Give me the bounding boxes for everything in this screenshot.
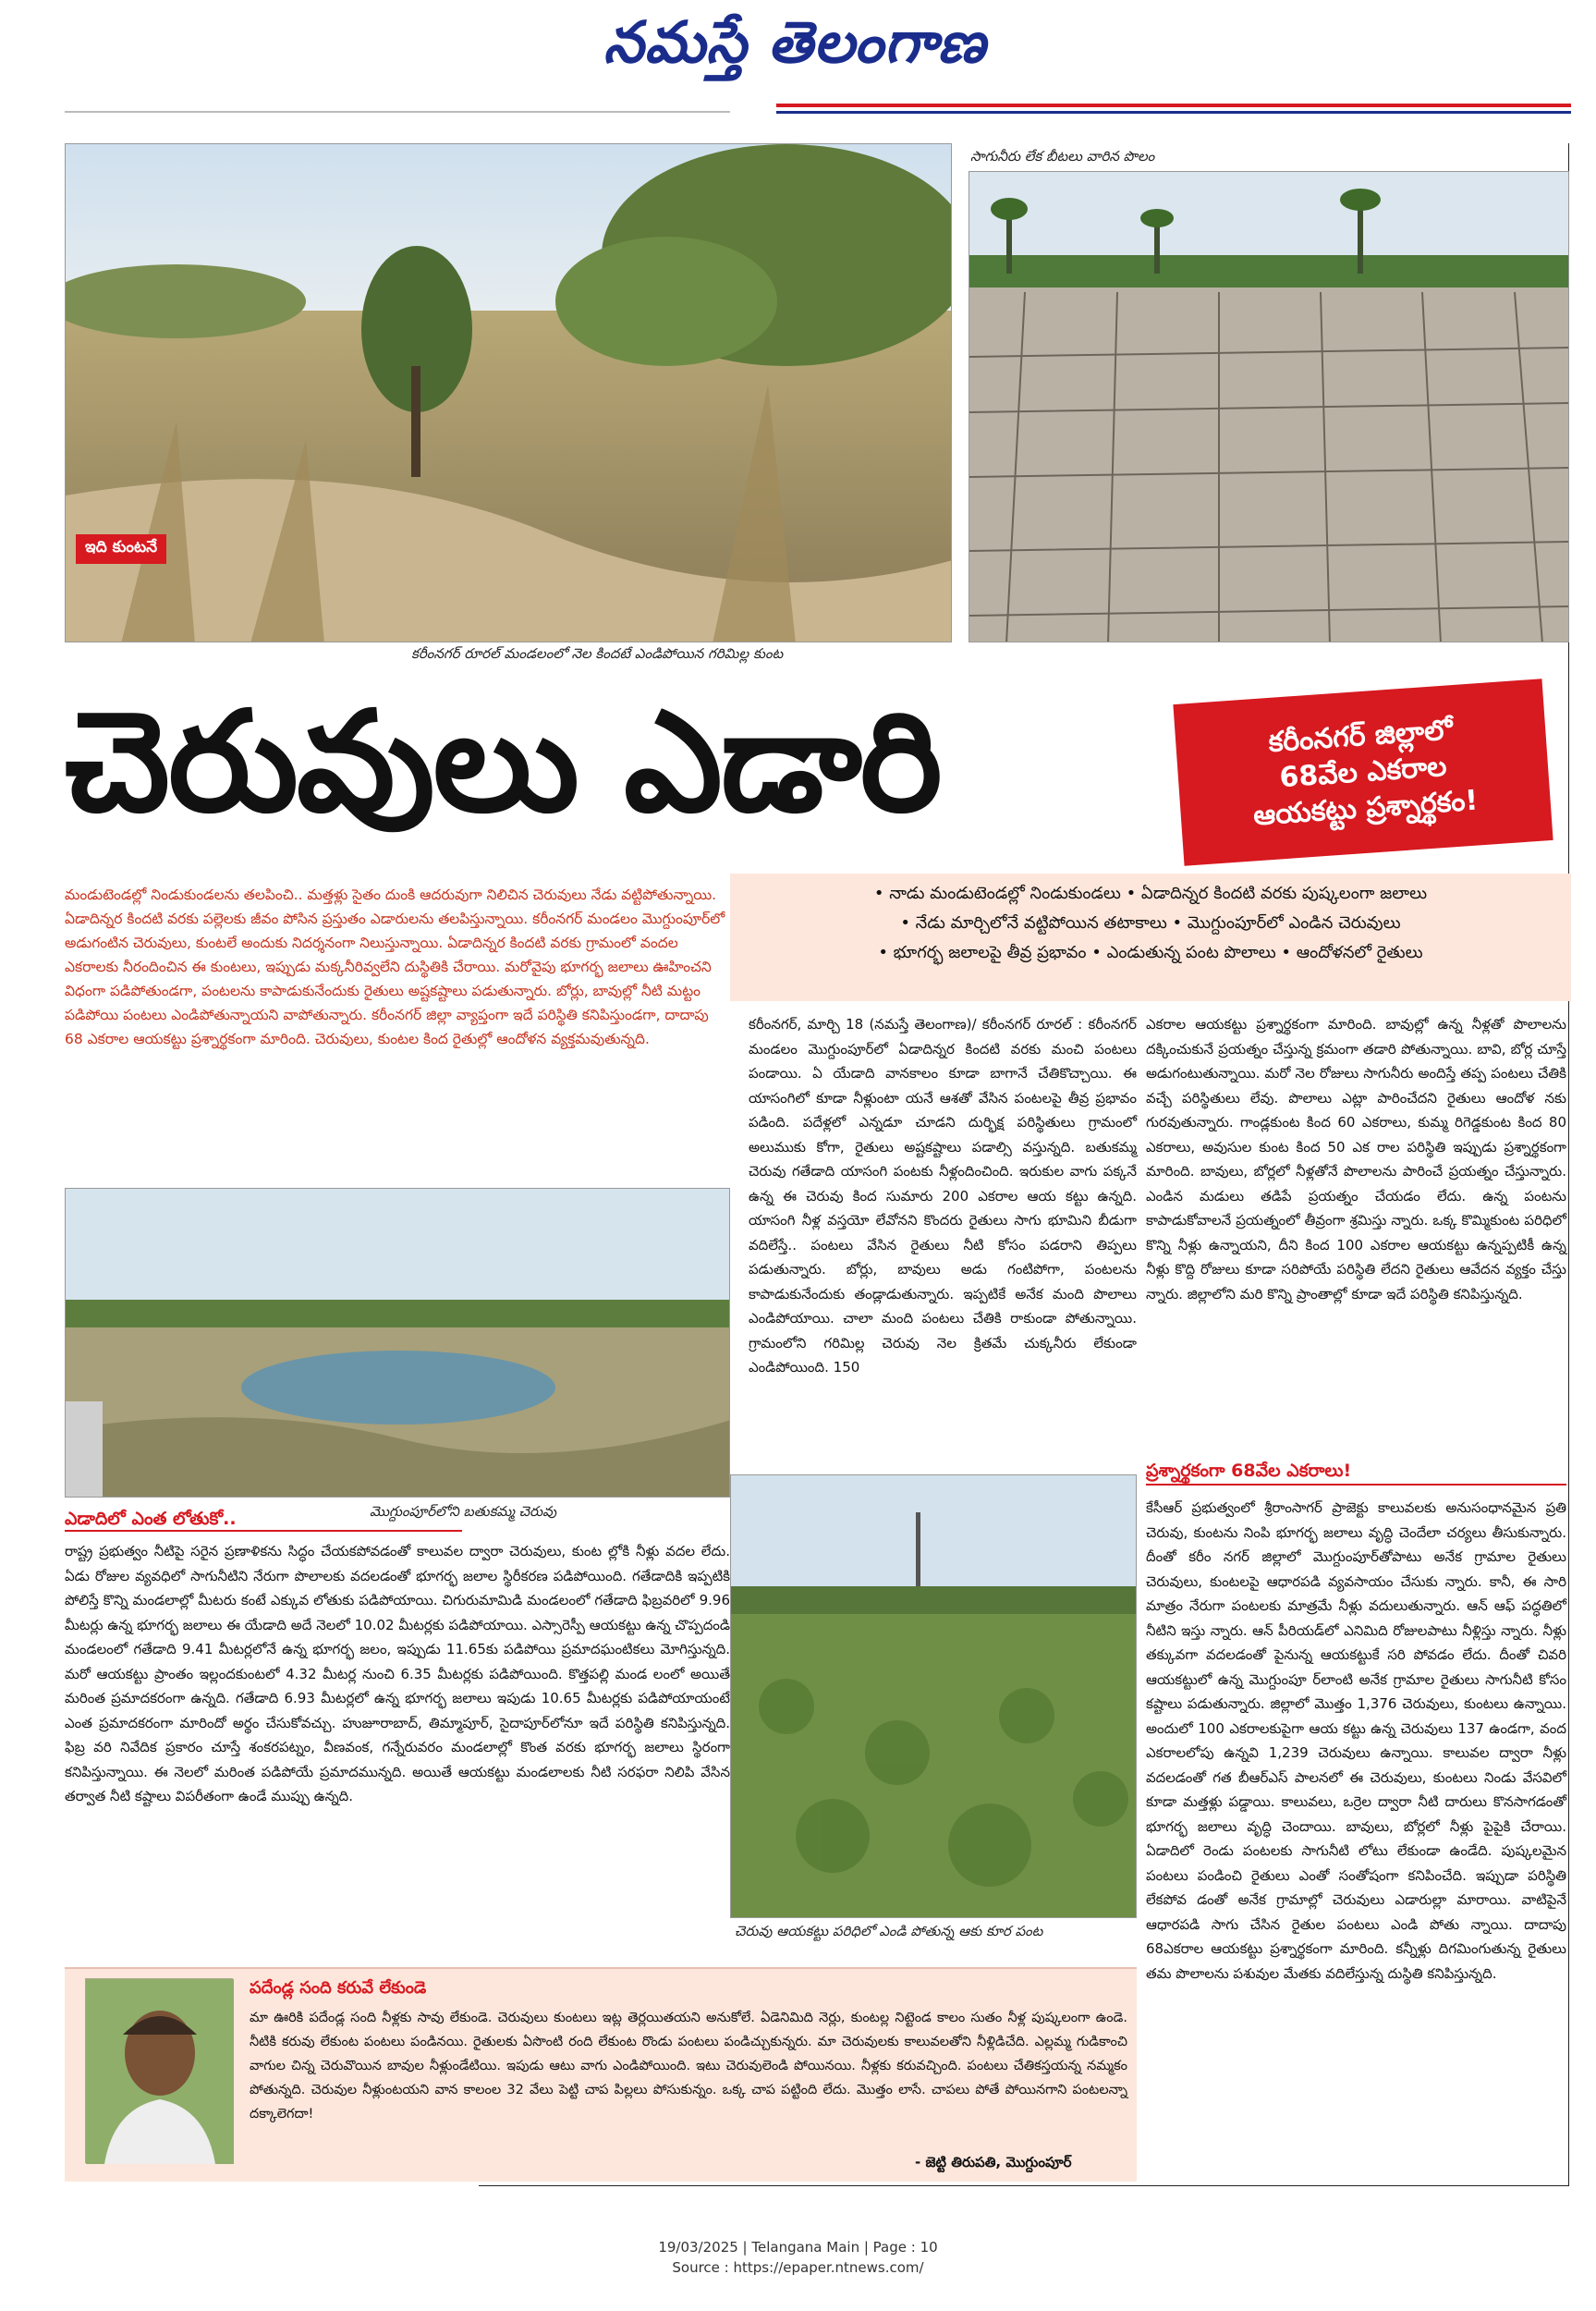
intro-paragraph — [65, 883, 730, 1051]
section-right-title: ప్రశ్నార్థకంగా 68వేల ఎకరాలు! — [1146, 1461, 1352, 1481]
section-left-body — [65, 1539, 730, 1809]
opinion-title: పదేండ్ల సంది కరువే లేకుండె — [250, 1978, 427, 1998]
photo-caption-cracked-field: సాగునీరు లేక బీటలు వారిన పొలం — [970, 148, 1155, 165]
top-rule-gray — [65, 111, 730, 113]
opinion-body — [250, 2006, 1127, 2126]
column-b — [1146, 1012, 1566, 1306]
callout-line-1: కరీంనగర్ జిల్లాలో — [1267, 714, 1455, 760]
highlight-line-2: • నేడు మార్చిలోనే వట్టిపోయిన తటాకాలు • మొగ్దుంపూర్‌లో ఎండిన చెరువులు — [900, 913, 1401, 933]
farmer-portrait — [85, 1978, 233, 2163]
intro-text: మండుటెండల్లో నిండుకుండలను తలపించి.. మత్తళ్లు సైతం దుంకి ఆదరువుగా నిలిచిన చెరువులు నేడు వట్టిపోతున్నాయి. ఏడాదిన్నర కిందటి వరకు పల్లెలకు జీవం పోసిన ప్రస్తుతం ఎడారులను తలపిస్తున్నాయి. కరీంనగర్ మండలం మొగ్దుంపూర్‌లో అడుగంటిన చెరువులు, కుంటలే అందుకు నిదర్శనంగా నిలుస్తున్నాయి. ఏడాదిన్నర కిందటి వరకు గ్రామంలో వందల ఎకరాలకు నీరందించిన ఈ కుంటలు, ఇప్పుడు మక్కనీరివ్వలేని దుస్థితికి చేరాయి. మరోవైపు భూగర్భ జలాలు ఊహించని విధంగా పడిపోతుండగా, పంటలను కాపాడుకునేందుకు రైతులు అష్టకష్టాలు పడుతున్నారు. బోర్లు, బావుల్లో నీటి మట్టం పడిపోయి పంటలు ఎండిపోతున్నాయని వాపోతున్నారు. కరీంనగర్ జిల్లా వ్యాప్తంగా ఇదే పరిస్థితి కనిపిస్తుండగా, దాదాపు 68 ఎకరాల ఆయకట్టు ప్రశ్నార్థకంగా మారింది. చెరువులు, కుంటల కింద రైతుల్లో ఆందోళన వ్యక్తమవుతున్నది. — [65, 886, 725, 1047]
footer-line-2: Source : https://epaper.ntnews.com/ — [672, 2259, 924, 2276]
section-right-text: కేసీఆర్ ప్రభుత్వంలో శ్రీరాంసాగర్ ప్రాజెక్టు కాలువలకు అనుసంధానమైన ప్రతి చెరువు, కుంటను నింపి భూగర్భ జలాలు వృద్ధి చెందేలా చర్యలు తీసుకున్నారు. దీంతో కరీం నగర్ జిల్లాలో మొగ్దుంపూర్‌తోపాటు అనేక గ్రామాల రైతులు చెరువులు, కుంటలపై ఆధారపడి వ్యవసాయం చేసుకు న్నారు. కానీ, ఈ సారి మాత్రం నేరుగా పంటలకు మాత్రమే నీళ్లు వదులుతున్నారు. ఆన్ ఆఫ్ పద్ధతిలో నీటిని ఇస్తు న్నారు. ఆన్ పీరియడ్‌లో ఎనిమిది రోజులపాటు నీళ్లిస్తు న్నారు. నీళ్లు తక్కువగా వదలడంతో పైనున్న ఆయకట్టుకే సరి పోవడం లేదు. దీంతో చివరి ఆయకట్టులో ఉన్న మొగ్దుంపూ ర్‌లాంటి అనేక గ్రామాల రైతులు సాగునీటి కోసం కష్టాలు పడుతున్నారు. జిల్లాలో మొత్తం 1,376 చెరువులు, కుంటలు ఉన్నాయి. అందులో 100 ఎకరాలకుపైగా ఆయ కట్టు ఉన్న చెరువులు 137 ఉండగా, వంద ఎకరాలలోపు ఉన్నవి 1,239 చెరువులు ఉన్నాయి. కాలువల ద్వారా నీళ్లు వదలడంతో గత బీఆర్ఎస్ పాలనలో ఈ చెరువులు, కుంటలు నిండు వేసవిలో కూడా మత్తళ్లు పడ్డాయి. కాలువలు, ఒర్రెల ద్వారా నీటి దారులు కొనసాగడంతో భూగర్భ జలాలు వృద్ధి చెందాయి. బావులు, బోర్లలో నీళ్లు పైపైకి చేరాయి. ఏడాదిలో రెండు పంటలకు సాగునీటి లోటు లేకుండా ఉండేది. పుష్కలమైన పంటలు పండించి రైతులు ఎంతో సంతోషంగా కనిపించేది. ఇప్పుడా పరిస్థితి లేకపోవ డంతో అనేక గ్రామాల్లో చెరువులు ఎడారుల్లా మారాయి. వాటిపైనే ఆధారపడి సాగు చేసిన రైతుల పంటలు ఎండి పోతు న్నాయి. దాదాపు 68ఎకరాల ఆయకట్టు ప్రశ్నార్థకంగా మారింది. కన్నీళ్లు దిగమింగుతున్న రైతులు తమ పొలాలను పశువుల మేతకు వదిలేస్తున్న దుస్థితి కనిపిస్తున్నది. — [1146, 1499, 1566, 1982]
photo-bathukamma-pond — [65, 1188, 730, 1498]
photo-dry-pond — [65, 143, 952, 642]
photo-cracked-field — [969, 171, 1569, 642]
photo-caption-dry-pond: కరీంనగర్ రూరల్ మండలంలో నెల కిందటే ఎండిపోయిన గరిమిల్ల కుంట — [411, 645, 784, 662]
callout-line-3: ఆయకట్టు ప్రశ్నార్థకం! — [1252, 784, 1480, 833]
section-right-body — [1146, 1496, 1566, 1986]
highlight-line-3: • భూగర్భ జలాలపై తీవ్ర ప్రభావం • ఎండుతున్న పంట పొలాలు • ఆందోళనలో రైతులు — [878, 943, 1423, 962]
column-a — [749, 1012, 1137, 1380]
photo-tag: ఇది కుంటనే — [76, 534, 166, 564]
photo-caption-leafy-crop: చెరువు ఆయకట్టు పరిధిలో ఎండి పోతున్న ఆకు కూర పంట — [735, 1923, 1043, 1939]
callout-box — [1173, 679, 1553, 865]
section-left-rule — [65, 1530, 462, 1532]
highlight-line-1: • నాడు మండుటెండల్లో నిండుకుండలు • ఏడాదిన్నర కిందటి వరకు పుష్కలంగా జలాలు — [873, 884, 1428, 903]
section-left-text: రాష్ట్ర ప్రభుత్వం నీటిపై సరైన ప్రణాళికను సిద్ధం చేయకపోవడంతో కాలువల ద్వారా చెరువులు, కుంట ల్లోకి నీళ్లు వదల లేదు. ఏడు రోజుల వ్యవధిలో సాగునీటిని నేరుగా పొలాలకు వదలడంతో భూగర్భ జలాల స్థిరీకరణ పడిపోయింది. గతేడాదికి ఇప్పటికి పోలిస్తే కొన్ని మండలాల్లో మీటరు కంటే ఎక్కువ లోతుకు పడిపోయాయి. చిగురుమామిడి మండలంలో గతేడాది ఫిబ్రవరిలో 9.96 మీటర్లు ఉన్న భూగర్భ జలాలు ఈ యేడాది అదే నెలలో 10.02 మీటర్లకు పడిపోయాయి. ఎస్సారెస్పీ ఆయకట్టు ఉన్న చొప్పదండి మండలంలో గతేడాది 9.41 మీటర్లలోనే ఉన్న భూగర్భ జలం, ఇప్పుడు 11.65కు పడిపోయి ప్రమాదఘంటికలు మోగిస్తున్నది. మరో ఆయకట్టు ప్రాంతం ఇల్లందకుంటలో 4.32 మీటర్ల నుంచి 6.35 మీటర్లకు పడిపోయింది. కొత్తపల్లి మండ లంలో అయితే మరింత ప్రమాదకరంగా ఉన్నది. గతేడాది 6.93 మీటర్లలో ఉన్న భూగర్భ జలాలు ఇపుడు 10.65 మీటర్లకు పడిపోయాయంటే ఎంత ప్రమాదకరంగా మారిందో అర్థం చేసుకోవచ్చు. హుజూరాబాద్, తిమ్మాపూర్, సైదాపూర్‌లోనూ ఇదే పరిస్థితి కనిపిస్తున్నది. ఫిబ్ర వరి నివేదిక ప్రకారం చూస్తే శంకరపట్నం, వీణవంక, గన్నేరువరం మండలాల్లో కొంత వరకు భూగర్భ జలాలు స్థిరంగా కనిపిస్తున్నాయి. ఈ నెలలో మరింత పడిపోయే ప్రమాదమున్నది. అయితే ఆయకట్టు మండలాలకు నీటి సరఫరా నిలిపి వేసిన తర్వాత నీటి కష్టాలు విపరీతంగా ఉండే ముప్పు ఉన్నది. — [65, 1543, 730, 1804]
highlights-box — [730, 874, 1571, 1001]
section-right-rule — [1146, 1484, 1566, 1486]
masthead-title: నమస్తే తెలంగాణ — [603, 8, 987, 76]
photo-leafy-crop — [730, 1474, 1137, 1918]
top-rule-red — [776, 104, 1571, 107]
footer-line-1: 19/03/2025 | Telangana Main | Page : 10 — [658, 2239, 938, 2256]
page-footer — [0, 2237, 1596, 2278]
opinion-text: మా ఊరికి పదేండ్ల సంది నీళ్లకు సావు లేకుండె. చెరువులు కుంటలు ఇట్ల తెర్లయితయని అనుకోలే. ఏడెనిమిది నెర్లు, కుంటల్ల నిట్టెండ కాలం సుతం నీళ్ల పుష్కలంగా ఉండె. నీటికి కరువు లేకుంట పంటలు పండినయి. రైతులకు ఏసొంటి రంది లేకుంట రొండు పంటలు పండిచ్చుకున్నరు. మా చెరువులకు కాలువలతోని నీళ్లిడిచేది. ఎల్లమ్మ గుడికాంచి వాగుల చిన్న చెరువొయిన బావుల నీళ్లుండేటియి. ఇపుడు ఆటు వాగు ఎండిపోయింది. ఇటు చెరువులెండి పోయినయి. నీళ్లకు కరువచ్చింది. పంటలు చేతికస్తయన్న నమ్మకం పోతున్నది. చెరువుల నీళ్లుంటయని వాన కాలంల 32 వేలు పెట్టి చాప పిల్లలు పోసుకున్నం. ఒక్క చాప పట్టింది లేదు. మొత్తం లాసే. చాపలు పోతే పోయినగాని పంటలన్నా దక్కాలెగదా! — [250, 2011, 1127, 2121]
headline — [65, 684, 1174, 841]
top-rule-blue — [776, 111, 1571, 114]
photo-caption-bathukamma-pond: మొగ్దుంపూర్‌లోని బతుకమ్మ చెరువు — [370, 1503, 557, 1520]
opinion-byline: - జెట్టి తిరుపతి, మొగ్దుంపూర్ — [915, 2154, 1072, 2170]
headline-title: చెరువులు ఎడారి — [65, 682, 941, 843]
section-left-title: ఎడాదిలో ఎంత లోతుకో.. — [65, 1509, 237, 1529]
column-b-text: ఎకరాల ఆయకట్టు ప్రశ్నార్థకంగా మారింది. బావుల్లో ఉన్న నీళ్లతో పొలాలను దక్కించుకునే ప్రయత్నం చేస్తున్న క్రమంగా తడారి పోతున్నాయి. బావి, బోర్ల చూస్తే అడుగంటుతున్నాయి. మరో నెల రోజులు సాగునీరు అందిస్తే తప్ప పంటలు చేతికి వచ్చే పరిస్థితులు లేవు. పొలాలు ఎట్లా పారించేదని రైతులు ఆందోళ నకు గురవుతున్నారు. గాండ్లకుంట కింద 60 ఎకరాలు, కుమ్మ రిగెడ్డకుంట కింద 80 ఎకరాలు, అవుసుల కుంట కింద 50 ఎక రాల పరిస్థితి ఇప్పుడు ప్రశ్నార్థకంగా మారింది. బావులు, బోర్లలో నీళ్లతోనే పొలాలను పారించే ప్రయత్నం చేస్తున్నారు. ఎండిన మడులు తడిపే ప్రయత్నం చేయడం లేదు. ఉన్న పంటను కాపాడుకోవాలనే ప్రయత్నంలో తీవ్రంగా శ్రమిస్తు న్నారు. ఒక్క కొమ్మికుంట పరిధిలో కొన్ని నీళ్లు ఉన్నాయని, దీని కింద 100 ఎకరాల ఆయకట్టు ఉన్నప్పటికీ ఉన్న నీళ్లు కొద్ది రోజులు కూడా సరిపోయే పరిస్థితి లేదని రైతులు ఆవేదన వ్యక్తం చేస్తు న్నారు. జిల్లాలోని మరి కొన్ని ప్రాంతాల్లో కూడా ఇదే పరిస్థితి కనిపిస్తున్నది. — [1146, 1016, 1566, 1302]
callout-line-2: 68వేల ఎకరాల — [1278, 750, 1448, 795]
column-a-text: కరీంనగర్, మార్చి 18 (నమస్తే తెలంగాణ)/ కరీంనగర్ రూరల్ : కరీంనగర్ మండలం మొగ్దుంపూర్‌లో ఏడాదిన్నర కిందటి వరకు మంచి పంటలు పండాయి. ఏ యేడాది వానకాలం కూడా బాగానే చేతికొచ్చాయి. ఈ యాసంగిలో కూడా నీళ్లుంటా యనే ఆశతో వేసిన పంటలపై తీవ్ర ప్రభావం పడింది. పదేళ్లలో ఎన్నడూ చూడని దుర్భిక్ష పరిస్థితులు గ్రామంలో అలుముకు కోగా, రైతులు అష్టకష్టాలు పడాల్సి వస్తున్నది. బతుకమ్మ చెరువు గతేడాది యాసంగి పంటకు నీళ్లందించింది. ఇరుకుల వాగు పక్కనే ఉన్న ఈ చెరువు కింద సుమారు 200 ఎకరాల ఆయ కట్టు ఉన్నది. యాసంగి నీళ్ల వస్తయో లేవోనని కొందరు రైతులు సాగు భూమిని బీడుగా వదిలేస్తే.. పంటలు వేసిన రైతులు నీటి కోసం పడరాని తిప్పలు పడుతున్నారు. బోర్లు, బావులు అడు గంటిపోగా, పంటలను కాపాడుకునేందుకు తండ్లాడుతున్నారు. ఇప్పటికే అనేక మంది పొలాలు ఎండిపోయాయి. చాలా మంది పంటలు చేతికి రాకుండా పోతున్నాయి. గ్రామంలోని గరిమిల్ల చెరువు నెల క్రితమే చుక్కనీరు లేకుండా ఎండిపోయింది. 150 — [749, 1016, 1137, 1376]
masthead — [518, 7, 1072, 91]
